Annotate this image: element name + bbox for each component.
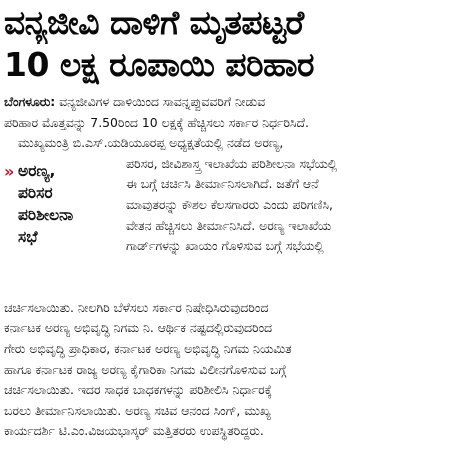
article-line-text: ವನ್ಯಜೀವಿಗಳ ದಾಳಿಯಿಂದ ಸಾವನ್ನಪ್ಪುವವರಿಗೆ ನೀಡುವ xyxy=(55,94,266,109)
article-line: ಈ ಬಗ್ಗೆ ಚರ್ಚಿಸಿ ತೀರ್ಮಾನಿಸಲಾಗಿದೆ. ಜತೆಗೆ ಆನೆ xyxy=(126,176,319,192)
article-line: ಗಾರ್ಡ್‌ಗಳನ್ನು ಖಾಯಂ ಗೊಳಿಸುವ ಬಗ್ಗೆ ಸಭೆಯಲ್ಲಿ xyxy=(126,238,324,254)
article-body xyxy=(4,92,452,442)
article-line: ಚರ್ಚಿಸಲಾಯಿತು. ನೀಲಗಿರಿ ಬೆಳೆಸಲು ಸರ್ಕಾರ ನಿಷೇಧಿಸಿರುವುದರಿಂದ xyxy=(4,299,269,315)
pullquote-line: ಪರಿಸರ xyxy=(18,183,53,202)
article-line: ಚರ್ಚಿಸಲಾಯಿತು. ಇದರ ಸಾಧಕ ಬಾಧಕಗಳನ್ನು ಪರಿಶೀಲಿಸಿ ನಿರ್ಧಾರಕ್ಕೆ xyxy=(4,382,272,398)
article-line: ಕಾರ್ಯದರ್ಶಿ ಟಿ.ಎಂ.ವಿಜಯಭಾಸ್ಕರ್ ಮತ್ತಿತರರು ಉಪಸ್ಥಿತರಿದ್ದರು. xyxy=(4,423,264,439)
headline xyxy=(4,2,452,86)
pullquote-line: ಪರಿಶೀಲನಾ xyxy=(18,205,74,224)
headline-line-1: ವನ್ಯಜೀವಿ ದಾಳಿಗೆ ಮೃತಪಟ್ಟರೆ xyxy=(4,3,304,42)
headline-line-2: 10 ಲಕ್ಷ ರೂಪಾಯಿ ಪರಿಹಾರ xyxy=(4,45,314,84)
pullquote-wrap-block xyxy=(4,154,452,298)
article-line: ಕರ್ನಾಟಕ ಅರಣ್ಯ ಅಭಿವೃದ್ಧಿ ನಿಗಮ ನಿ. ಆರ್ಥಿಕ ನಷ್ಟದಲ್ಲಿರುವುದರಿಂದ xyxy=(4,320,273,336)
dateline: ಬೆಂಗಳೂರು: xyxy=(4,94,56,109)
article-line: ಮಾವುತರನ್ನು ಕೌಶಲ ಕೆಲಸಗಾರರು ಎಂದು ಪರಿಗಣಿಸಿ, xyxy=(126,196,333,212)
article-line: ಹಾಗೂ ಕರ್ನಾಟಕ ರಾಜ್ಯ ಅರಣ್ಯ ಕೈಗಾರಿಕಾ ನಿಗಮ ವಿಲೀನಗೊಳಿಸುವ ಬಗ್ಗೆ xyxy=(4,361,287,377)
pullquote-marker-icon: » xyxy=(4,161,15,181)
wrapped-column xyxy=(126,154,452,257)
pullquote-line: ಸಭೆ xyxy=(18,227,38,246)
article-line: ಮುಖ್ಯಮಂತ್ರಿ ಬಿ.ಎಸ್.ಯಡಿಯೂರಪ್ಪ ಅಧ್ಯಕ್ಷತೆಯಲ್ಲಿ ನಡೆದ ಅರಣ್ಯ, xyxy=(18,135,284,151)
article-line: ಪರಿಹಾರ ಮೊತ್ತವನ್ನು 7.50ರಿಂದ 10 ಲಕ್ಷಕ್ಕೆ ಹೆಚ್ಚಿಸಲು ಸರ್ಕಾರ ನಿರ್ಧರಿಸಿದೆ. xyxy=(4,114,309,130)
pullquote-line: ಅರಣ್ಯ, xyxy=(18,161,56,180)
pullquote xyxy=(4,160,122,248)
article-line xyxy=(4,92,452,113)
article-line: ವೇತನ ಹೆಚ್ಚಿಸಲು ತೀರ್ಮಾನಿಸಿದೆ. ಅರಣ್ಯ ಇಲಾಖೆಯ xyxy=(126,217,332,233)
article-line: ಪರಿಸರ, ಜೀವಿಶಾಸ್ತ್ರ ಇಲಾಖೆಯ ಪರಿಶೀಲನಾ ಸಭೆಯಲ್ಲಿ xyxy=(126,155,338,171)
article-line: ಬರಲು ತೀರ್ಮಾನಿಸಲಾಯಿತು. ಅರಣ್ಯ ಸಚಿವ ಆನಂದ ಸಿಂಗ್, ಮುಖ್ಯ xyxy=(4,402,271,418)
article-line: ಗೇರು ಅಭಿವೃದ್ಧಿ ಪ್ರಾಧಿಕಾರ, ಕರ್ನಾಟಕ ಅರಣ್ಯ ಅಭಿವೃದ್ಧಿ ನಿಗಮ ನಿಯಮಿತ xyxy=(4,340,292,356)
pullquote-text xyxy=(18,160,122,248)
